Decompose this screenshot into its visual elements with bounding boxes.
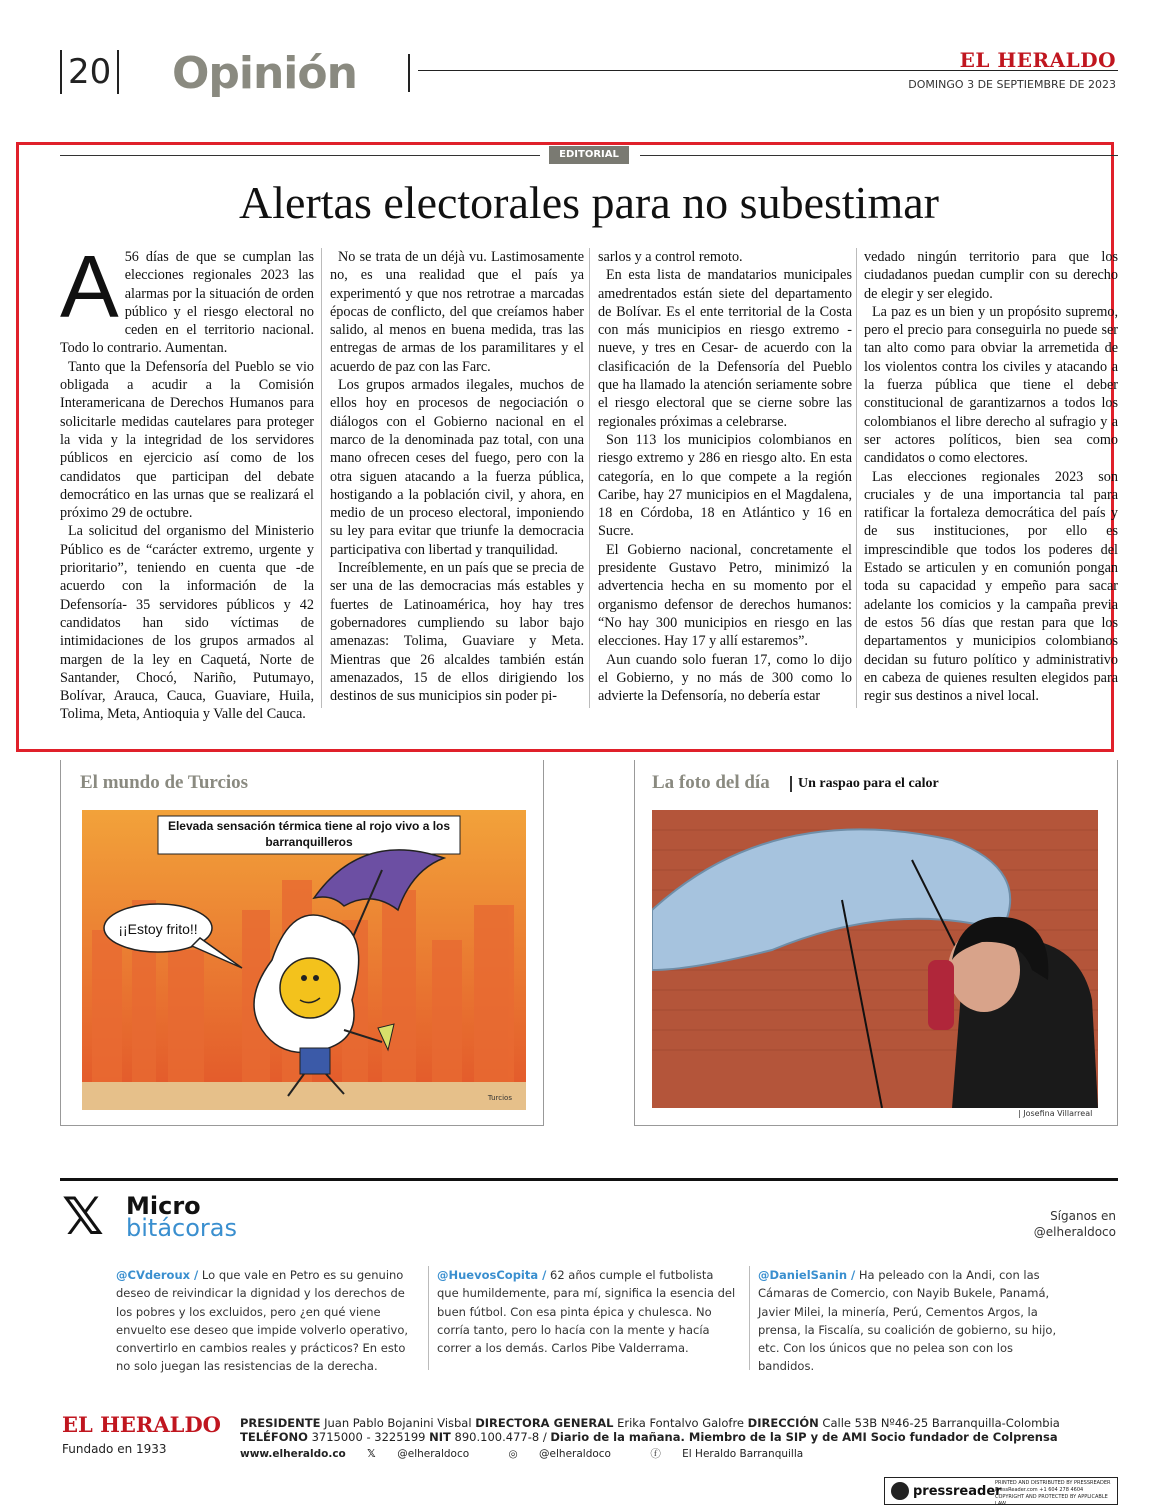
editorial-headline: Alertas electorales para no subestimar: [239, 177, 939, 228]
column-divider: [856, 248, 857, 708]
paragraph: En esta lista de mandatarios municipales amedrentados están siete del departamento de Bolívar. Es el ente territorial de la Costa con más municipios en riesgo extremo - nueve, y tres en Cesar- de acuerdo con la clasificación de la Defensoría del Pueblo que ha llamado la atención seriamente sobre el riesgo electoral que se cierne sobre las regionales próximas a celebrarse.: [598, 267, 852, 430]
x-icon: 𝕏: [367, 1448, 380, 1460]
x-handle: @elheraldoco: [397, 1448, 470, 1460]
tweet-handle[interactable]: @CVderoux /: [116, 1268, 199, 1282]
header-divider: [408, 54, 410, 92]
paragraph: vedado ningún territorio para que los ciudadanos puedan cumplir con su derecho de elegir y ser elegido.: [864, 249, 1118, 302]
facebook-icon: ⓕ: [650, 1448, 665, 1460]
paragraph: Las elecciones regionales 2023 son cruciales y de una importancia tal para ratificar la fortaleza democrática del país y de sus instituciones, por ello es imprescindible que todos los poderes del Estado se articulen y en comunión pongan toda su capacidad y empeño para sacar adelante los comicios y la campaña previa de estos 56 días que restan para que los departamentos y municipios colombianos decidan su futuro político y administrativo en cabeza de quienes resulten elegidos para regir sus destinos a nivel local.: [864, 468, 1118, 705]
page-number: 20: [60, 50, 119, 94]
section-title: Opinión: [172, 48, 357, 99]
paragraph: Increíblemente, en un país que se precia de ser una de las democracias más estables y fuertes de Latinoamérica, hoy hay tres gobernadores cumpliendo su labor bajo amenazas: Tolima, Guaviare y Meta. Mientras que 26 alcaldes también están amenazados, 15 de ellos dirigiendo los destinos de sus municipios sin poder pi-: [330, 560, 584, 705]
value: 890.100.477-8 /: [450, 1430, 551, 1444]
facebook-handle: El Heraldo Barranquilla: [682, 1448, 804, 1460]
follow-us: [1034, 1208, 1116, 1240]
photo-of-the-day: [652, 810, 1098, 1108]
cartoon-caption-line-2: barranquilleros: [265, 835, 353, 849]
staff-line-1: [240, 1416, 1120, 1430]
tweet-3: [758, 1266, 1058, 1376]
value: 3715000 - 3225199: [307, 1430, 430, 1444]
cartoon-signature: Turcios: [487, 1094, 512, 1102]
paragraph: Los grupos armados ilegales, muchos de ellos hoy en procesos de negociación o diálogos con el Gobierno nacional en el marco de la denominada paz total, con una mano ofrecen ceses del fuego, pero con la otra siguen atacando a la fuerza pública, hostigando a la población civil, y ahora, en medio de un proceso electoral, imponiendo su ley para evitar que triunfe la democracia participativa con libertad y tranquilidad.: [330, 377, 584, 558]
paragraph: Aun cuando solo fueran 17, como lo dijo el Gobierno, y no más de 300 como lo advierte la Defensoría, no debería estar: [598, 651, 852, 705]
facebook-link[interactable]: [650, 1448, 821, 1460]
paragraph: Son 113 los municipios colombianos en riesgo extremo y 286 en riesgo alto. En esta categoría, en lo que compete a la región Caribe, hay 27 municipios en el Magdalena, 18 en Córdoba, 18 en Atlántico y 16 en Sucre.: [598, 431, 852, 540]
editorial-column-2: [330, 248, 584, 705]
value: Erika Fontalvo Galofre: [613, 1416, 748, 1430]
tweet-divider: [428, 1266, 429, 1370]
cartoon-caption-line-1: Elevada sensación térmica tiene al rojo vivo a los: [167, 819, 451, 833]
staff-line-2: [240, 1430, 1120, 1444]
issue-date: DOMINGO 3 DE SEPTIEMBRE DE 2023: [908, 78, 1116, 91]
paragraph: 56 días de que se cumplan las elecciones regionales 2023 las alarmas por la situación de orden público y el riesgo electoral no ceden en el territorio nacional. Todo lo contrario. Aumentan.: [60, 249, 314, 357]
paragraph: No se trata de un déjà vu. Lastimosamente no, es una realidad que el país ya experimentó y que nos retrotrae a marcadas épocas de conflicto, del que creíamos haber salido, al menos en buena medida, tras las entregas de armas de los paramilitares y el acuerdo de paz con las Farc.: [330, 249, 584, 375]
photo-title: La foto del día: [652, 772, 770, 793]
tweet-text: Ha peleado con la Andi, con las Cámaras de Comercio, con Nayib Bukele, Panamá, Javier Milei, la minería, Perú, Cementos Argos, la prensa, la Fiscalía, su coalición de gobierno, su hijo, etc. Con los únicos que no pelea son con los bandidos.: [758, 1268, 1057, 1374]
tweet-divider: [749, 1266, 750, 1370]
pressreader-icon: [891, 1482, 909, 1500]
instagram-handle: @elheraldoco: [539, 1448, 611, 1460]
editorial-tag: EDITORIAL: [549, 146, 629, 164]
pressreader-badge: [884, 1477, 1118, 1505]
x-link[interactable]: [367, 1448, 487, 1460]
paragraph: Tanto que la Defensoría del Pueblo se vio obligada a acudir a la Comisión Interamericana de Derechos Humanos para solicitarle medidas cautelares para proteger la vida y la integridad de los servidores públicos en ejercicio así como de los candidatos que participan del debate democrático en las urnas que se realizará el próximo 29 de octubre.: [60, 358, 314, 522]
tweet-1: [116, 1266, 416, 1376]
label: DIRECCIÓN: [747, 1416, 819, 1430]
instagram-link[interactable]: [509, 1448, 629, 1460]
instagram-icon: ◎: [508, 1448, 522, 1460]
tweet-handle[interactable]: @HuevosCopita /: [437, 1268, 547, 1282]
notice-line: COPYRIGHT AND PROTECTED BY APPLICABLE LAW: [995, 1494, 1108, 1507]
paragraph: La solicitud del organismo del Ministerio Público es de “carácter extremo, urgente y prioritario”, teniendo en cuenta que -de acuerdo con la información de la Defensoría- 35 servidores públicos y 42 candidatos han sido víctimas de intimidaciones de los grupos armados al margen de la ley en Caquetá, Norte de Santander, Chocó, Nariño, Putumayo, Bolívar, Arauca, Cauca, Guaviare, Huila, Tolima, Meta, Antioquia y Valle del Cauca.: [60, 523, 314, 723]
editorial-column-4: [864, 248, 1118, 705]
cartoon-title: El mundo de Turcios: [80, 772, 249, 793]
tweet-text: Lo que vale en Petro es su genuino deseo de reivindicar la dignidad y los derechos de los pobres y los excluidos, pero ¿en qué viene envuelto ese deseo que impide volverlo operativo, convertirlo en cambios reales y prácticos? En esto no solo juegan las resistencias de la derecha.: [116, 1268, 409, 1374]
editorial-column-3: [598, 248, 852, 705]
column-divider: [589, 248, 590, 708]
tweet-2: [437, 1266, 737, 1357]
photo-credit: | Josefina Villarreal: [1018, 1109, 1093, 1118]
value: Juan Pablo Bojanini Visbal: [320, 1416, 476, 1430]
pressreader-label: pressreader: [913, 1484, 1002, 1499]
paragraph: La paz es un bien y un propósito supremo, pero el precio para conseguirla no puede ser tan alto como para obviar la arremetida de los violentos contra los civiles y atacando a la fuerza pública que tiene el deber constitucional de garantizarnos a todos los colombianos el libre derecho al sufragio y a ser actores políticos, bien sea como candidatos o como electores.: [864, 303, 1118, 467]
label: NIT: [429, 1430, 451, 1444]
label: PRESIDENTE: [240, 1416, 321, 1430]
masthead-logo: EL HERALDO: [959, 48, 1116, 72]
notice-line: PressReader.com +1 604 278 4604: [995, 1487, 1084, 1493]
staff-box: [240, 1416, 1120, 1444]
editorial-rule-right: [640, 155, 1118, 156]
tweet-handle[interactable]: @DanielSanin /: [758, 1268, 856, 1282]
photo-subtitle: Un raspao para el calor: [790, 776, 939, 792]
paragraph: El Gobierno nacional, concretamente el presidente Gustavo Petro, minimizó la advertencia hecha en su momento por el organismo defensor de derechos humanos: “No hay 300 municipios en riesgo en las elecciones. Hay 17 y allí estaremos”.: [598, 541, 852, 650]
editorial-rule-left: [60, 155, 540, 156]
drop-cap: A: [60, 237, 119, 336]
editorial-column-1: [60, 237, 314, 724]
follow-handle: @elheraldoco: [1033, 1225, 1116, 1239]
label: TELÉFONO: [240, 1430, 308, 1444]
footer-links: [240, 1446, 839, 1461]
cartoon-illustration: [82, 810, 526, 1110]
value: Calle 53B Nº46-25 Barranquilla-Colombia: [818, 1416, 1060, 1430]
micro-title-1: Micro: [126, 1192, 201, 1220]
website-link[interactable]: www.elheraldo.co: [240, 1448, 346, 1460]
micro-section-rule: [60, 1178, 1118, 1181]
x-logo-icon: 𝕏: [62, 1187, 104, 1247]
pressreader-notice: [995, 1480, 1117, 1508]
follow-label: Síganos en: [1050, 1209, 1116, 1223]
micro-title-2: bitácoras: [126, 1214, 237, 1242]
column-divider: [321, 248, 322, 708]
footer-logo: EL HERALDO: [62, 1412, 221, 1437]
tagline: Diario de la mañana. Miembro de la SIP y de AMI Socio fundador de Colprensa: [550, 1430, 1058, 1444]
founded-note: Fundado en 1933: [62, 1442, 167, 1456]
notice-line: PRINTED AND DISTRIBUTED BY PRESSREADER: [995, 1480, 1111, 1486]
paragraph: sarlos y a control remoto.: [598, 249, 743, 265]
tweet-text: 62 años cumple el futbolista que humildemente, para mí, significa la esencia del buen fútbol. Con esa pinta épica y chulesca. No corría tanto, pero lo hacía con la mente y hacía correr a los demás. Carlos Pibe Valderrama.: [437, 1268, 736, 1356]
cartoon-bubble-text: ¡¡Estoy frito!!: [118, 921, 198, 937]
label: DIRECTORA GENERAL: [475, 1416, 614, 1430]
